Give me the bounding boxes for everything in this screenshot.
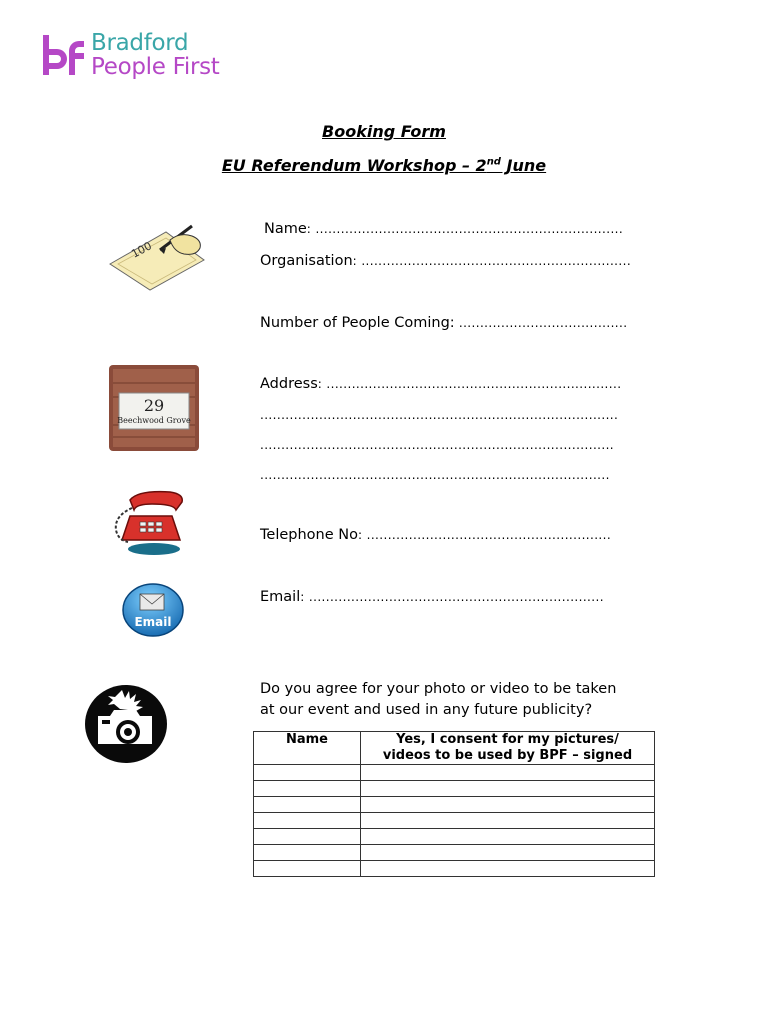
house-number: 29 bbox=[143, 396, 165, 415]
col-header-consent: Yes, I consent for my pictures/ videos to be used by BPF – signed bbox=[361, 732, 655, 765]
col-header-name: Name bbox=[254, 732, 361, 765]
consent-table bbox=[253, 731, 655, 877]
name-cell[interactable] bbox=[254, 781, 361, 797]
svg-text:100: 100 bbox=[129, 239, 154, 261]
house-street: Beechwood Grove bbox=[117, 416, 191, 425]
signature-cell[interactable] bbox=[361, 845, 655, 861]
signature-cell[interactable] bbox=[361, 797, 655, 813]
table-row[interactable] bbox=[254, 813, 655, 829]
writing-hand-icon bbox=[108, 224, 206, 296]
signature-cell[interactable] bbox=[361, 781, 655, 797]
logo-line2: People First bbox=[91, 54, 220, 80]
form-title: Booking Form bbox=[322, 122, 446, 141]
table-row[interactable] bbox=[254, 829, 655, 845]
name-cell[interactable] bbox=[254, 813, 361, 829]
table-row[interactable] bbox=[254, 845, 655, 861]
name-cell[interactable] bbox=[254, 861, 361, 877]
name-cell[interactable] bbox=[254, 829, 361, 845]
signature-cell[interactable] bbox=[361, 813, 655, 829]
telephone-field[interactable]: Telephone No: .......................................................... bbox=[260, 527, 612, 543]
email-icon-label: Email bbox=[134, 615, 172, 629]
name-cell[interactable] bbox=[254, 797, 361, 813]
email-icon bbox=[121, 582, 185, 642]
address-line-4[interactable]: ................................................................................... bbox=[260, 468, 610, 482]
logo-line1: Bradford bbox=[91, 30, 189, 56]
consent-question: Do you agree for your photo or video to be taken at our event and used in any future publicity? bbox=[260, 681, 617, 718]
email-field[interactable]: Email: ...................................................................... bbox=[260, 589, 604, 605]
name-field[interactable]: Name: ......................................................................... bbox=[264, 221, 624, 237]
table-row[interactable] bbox=[254, 861, 655, 877]
signature-cell[interactable] bbox=[361, 765, 655, 781]
name-cell[interactable] bbox=[254, 845, 361, 861]
logo-mark bbox=[42, 33, 86, 79]
logo-text bbox=[91, 31, 220, 79]
name-cell[interactable] bbox=[254, 765, 361, 781]
table-row[interactable] bbox=[254, 797, 655, 813]
signature-cell[interactable] bbox=[361, 861, 655, 877]
telephone-icon bbox=[110, 486, 186, 560]
form-subtitle: EU Referendum Workshop – 2nd June bbox=[221, 156, 547, 175]
signature-cell[interactable] bbox=[361, 829, 655, 845]
people-count-field[interactable]: Number of People Coming: ........................................ bbox=[260, 315, 628, 331]
address-line-2[interactable]: ..................................................................................... bbox=[260, 408, 619, 422]
table-header-row bbox=[254, 732, 655, 765]
table-row[interactable] bbox=[254, 765, 655, 781]
camera-icon bbox=[84, 684, 168, 768]
organisation-field[interactable]: Organisation: ................................................................ bbox=[260, 253, 632, 269]
table-row[interactable] bbox=[254, 781, 655, 797]
address-line-3[interactable]: .................................................................................... bbox=[260, 438, 615, 452]
address-field[interactable]: Address: ...................................................................... bbox=[260, 376, 622, 392]
house-sign-icon bbox=[109, 365, 199, 455]
